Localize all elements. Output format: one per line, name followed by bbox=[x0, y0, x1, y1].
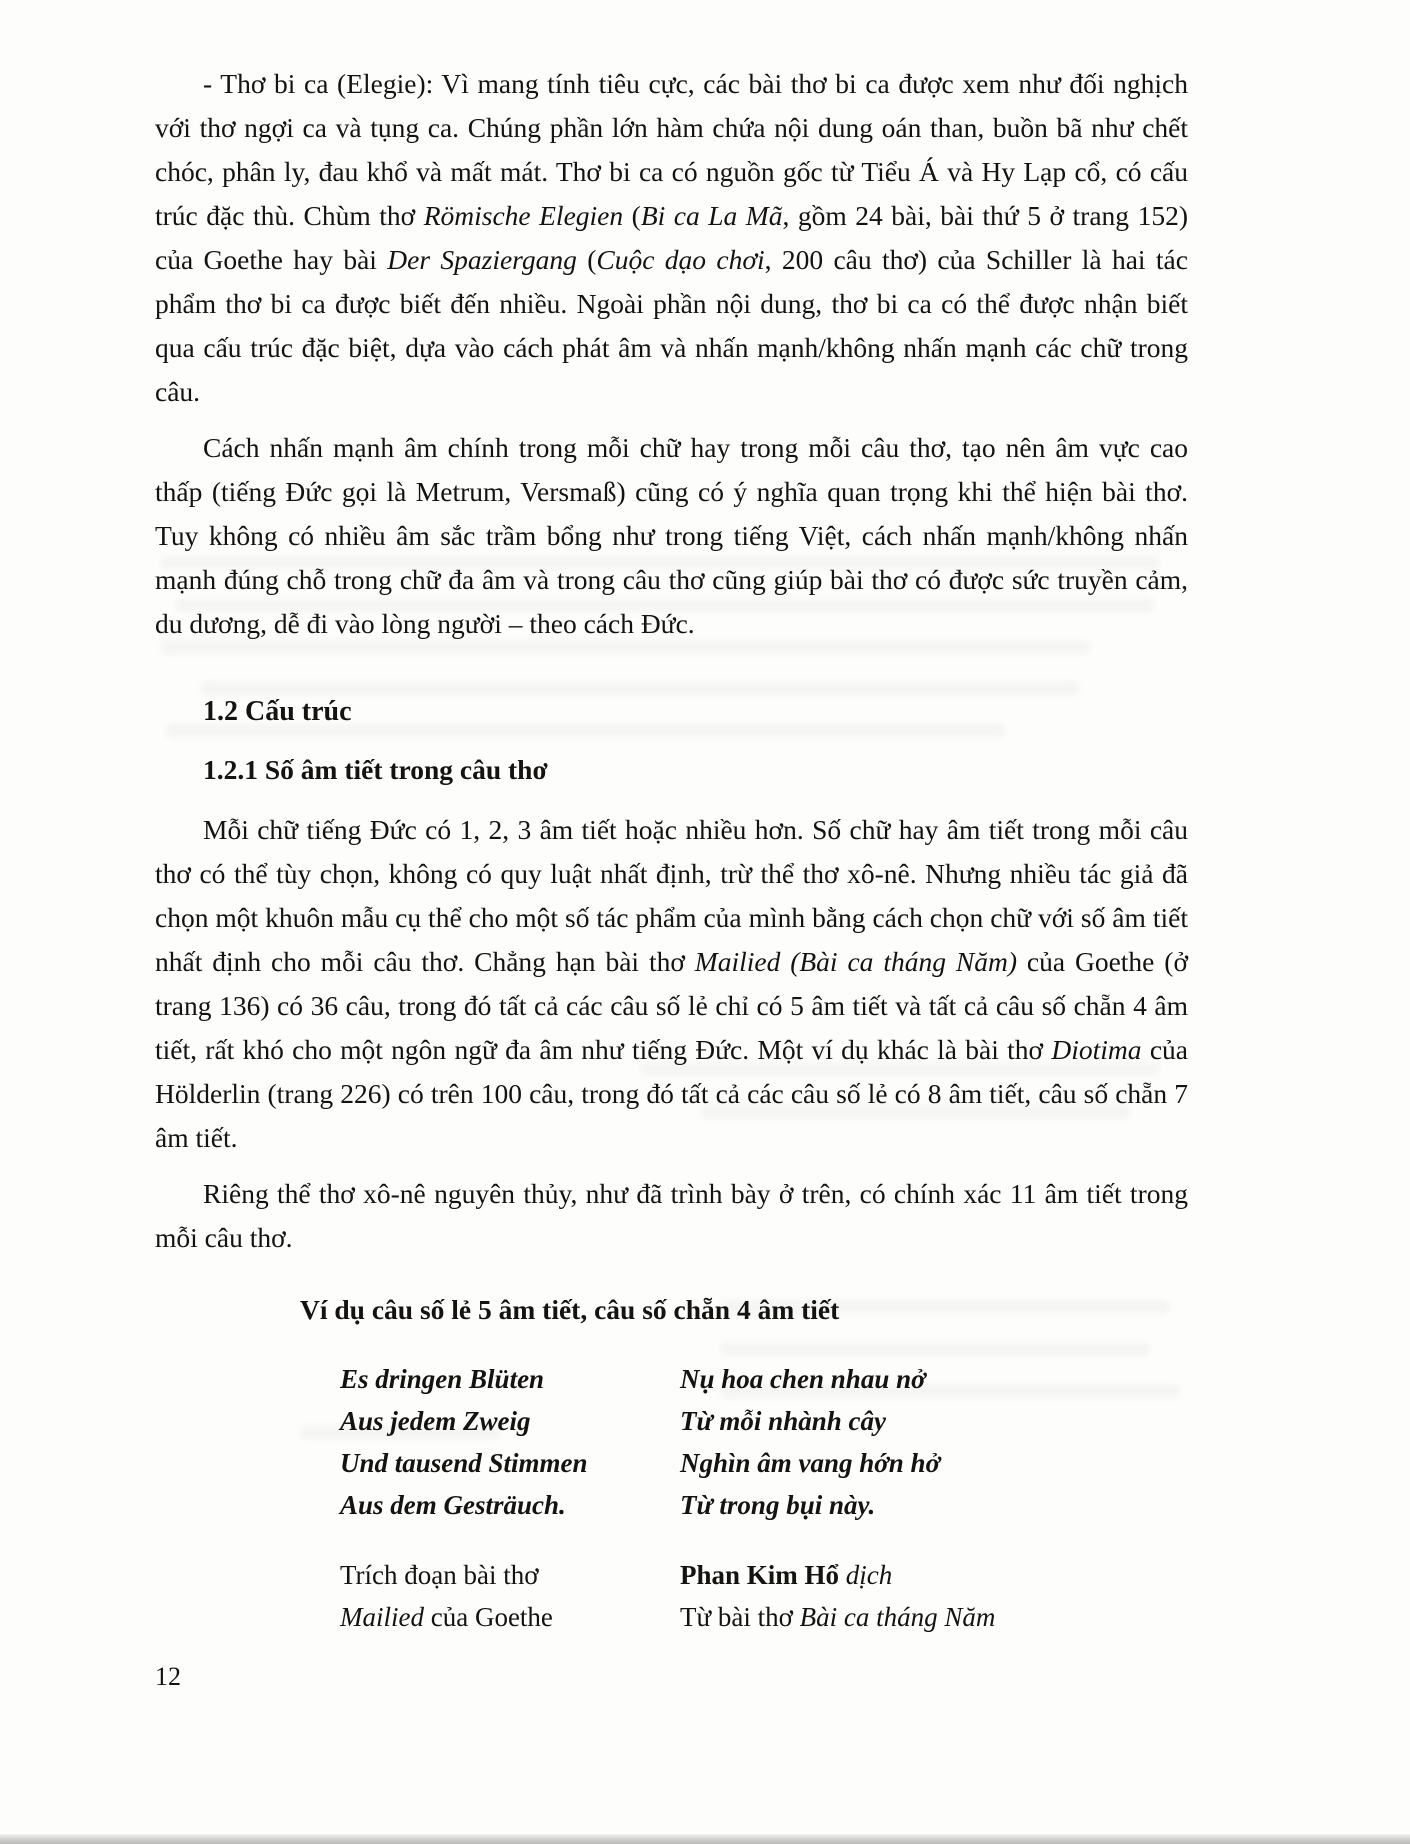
work-title-bai-ca-thang-nam: Bài ca tháng Năm bbox=[799, 1602, 996, 1632]
text-run: của Goethe (ở trang 136) có 36 câu, trong đó tất cả các câu số lẻ chỉ có 5 âm tiết và tất cả câu số chẵn 4 âm tiết, rất khó cho một ngôn ngữ đa âm như tiếng Đức. Một ví dụ khác là bài thơ bbox=[155, 946, 1188, 1065]
text-run: Từ bài thơ bbox=[680, 1602, 800, 1632]
attribution-source bbox=[340, 1554, 680, 1638]
text-run: , gồm 24 bài, bài thứ 5 ở trang 152) của Goethe hay bài bbox=[155, 200, 1188, 275]
page-number: 12 bbox=[155, 1662, 181, 1691]
text-run: Mỗi chữ tiếng Đức có 1, 2, 3 âm tiết hoặc nhiều hơn. Số chữ hay âm tiết trong mỗi câu thơ có thể tùy chọn, không có quy luật nhất định, trừ thể thơ xô-nê. Nhưng nhiều tác giả đã chọn một khuôn mẫu cụ thể cho một số tác phẩm của mình bằng cách chọn chữ với số âm tiết nhất định cho mỗi câu thơ. Chẳng hạn bài thơ bbox=[155, 814, 1188, 977]
verse-line: Nghìn âm vang hớn hở bbox=[680, 1448, 941, 1478]
verse-line: Từ mỗi nhành cây bbox=[680, 1406, 886, 1436]
work-title-mailied: Mailied (Bài ca tháng Năm) bbox=[694, 946, 1017, 977]
text-run: ( bbox=[623, 200, 641, 231]
text-run: của Hölderlin (trang 226) có trên 100 câu, trong đó tất cả các câu số lẻ có 8 âm tiết, câu số chẵn 7 âm tiết. bbox=[155, 1034, 1188, 1153]
verse-line: Und tausend Stimmen bbox=[340, 1448, 588, 1478]
paragraph-metrum: Cách nhấn mạnh âm chính trong mỗi chữ hay trong mỗi câu thơ, tạo nên âm vực cao thấp (tiếng Đức gọi là Metrum, Versmaß) cũng có ý nghĩa quan trọng khi thể hiện bài thơ. Tuy không có nhiều âm sắc trầm bổng như trong tiếng Việt, cách nhấn mạnh/không nhấn mạnh đúng chỗ trong chữ đa âm và trong câu thơ cũng giúp bài thơ có được sức truyền cảm, du dương, dễ đi vào lòng người – theo cách Đức. bbox=[155, 432, 1188, 639]
work-title-der-spaziergang: Der Spaziergang bbox=[387, 244, 577, 275]
attribution-translator-line bbox=[680, 1554, 995, 1596]
work-title-bi-ca-la-ma: Bi ca La Mã bbox=[640, 200, 783, 231]
verse-line: Aus dem Gesträuch. bbox=[340, 1490, 566, 1520]
section-heading: 1.2 Cấu trúc bbox=[203, 696, 352, 727]
attribution-translator bbox=[680, 1554, 995, 1638]
scan-edge bbox=[0, 1834, 1410, 1844]
text-run: , 200 câu thơ) của Schiller là hai tác phẩm thơ bi ca được biết đến nhiều. Ngoài phần nội dung, thơ bi ca có thể được nhận biết qua cấu trúc đặc biệt, dựa vào cách phát âm và nhấn mạnh/không nhấn mạnh các chữ trong câu. bbox=[155, 244, 1188, 407]
text-run: - Thơ bi ca (Elegie): Vì mang tính tiêu cực, các bài thơ bi ca được xem như đối nghịch với thơ ngợi ca và tụng ca. Chúng phần lớn hàm chứa nội dung oán than, buồn bã như chết chóc, phân ly, đau khổ và mất mát. Thơ bi ca có nguồn gốc từ Tiểu Á và Hy Lạp cổ, có cấu trúc đặc thù. Chùm thơ bbox=[155, 68, 1188, 231]
translator-name: Phan Kim Hổ bbox=[680, 1560, 840, 1590]
verse-line: Aus jedem Zweig bbox=[340, 1406, 531, 1436]
text-run: của Goethe bbox=[423, 1602, 553, 1632]
attribution-block bbox=[340, 1554, 1188, 1638]
verse-line: Es dringen Blüten bbox=[340, 1364, 545, 1394]
verse-column-german bbox=[340, 1358, 680, 1526]
paragraph-syllables bbox=[155, 808, 1188, 1160]
verse-line: Từ trong bụi này. bbox=[680, 1490, 876, 1520]
verse-column-vietnamese bbox=[680, 1358, 940, 1526]
text-run: ( bbox=[576, 244, 597, 275]
attribution-source-line: Trích đoạn bài thơ bbox=[340, 1560, 539, 1590]
paragraph-elegy bbox=[155, 62, 1188, 414]
paragraph-sonnet: Riêng thể thơ xô-nê nguyên thủy, như đã trình bày ở trên, có chính xác 11 âm tiết trong mỗi câu thơ. bbox=[155, 1178, 1188, 1253]
verse-line: Nụ hoa chen nhau nở bbox=[680, 1364, 926, 1394]
work-title-roemische-elegien: Römische Elegien bbox=[423, 200, 624, 231]
example-caption: Ví dụ câu số lẻ 5 âm tiết, câu số chẵn 4 âm tiết bbox=[300, 1294, 840, 1325]
subsection-heading: 1.2.1 Số âm tiết trong câu thơ bbox=[203, 754, 548, 785]
attribution-source-line bbox=[340, 1596, 680, 1638]
verse-block bbox=[340, 1358, 1188, 1526]
work-title-cuoc-dao-choi: Cuộc dạo chơi bbox=[596, 244, 765, 275]
work-title-diotima: Diotima bbox=[1051, 1034, 1142, 1065]
attribution-translator-line bbox=[680, 1596, 995, 1638]
text-run: dịch bbox=[839, 1560, 893, 1590]
work-title-mailied-ref: Mailied bbox=[340, 1602, 424, 1632]
